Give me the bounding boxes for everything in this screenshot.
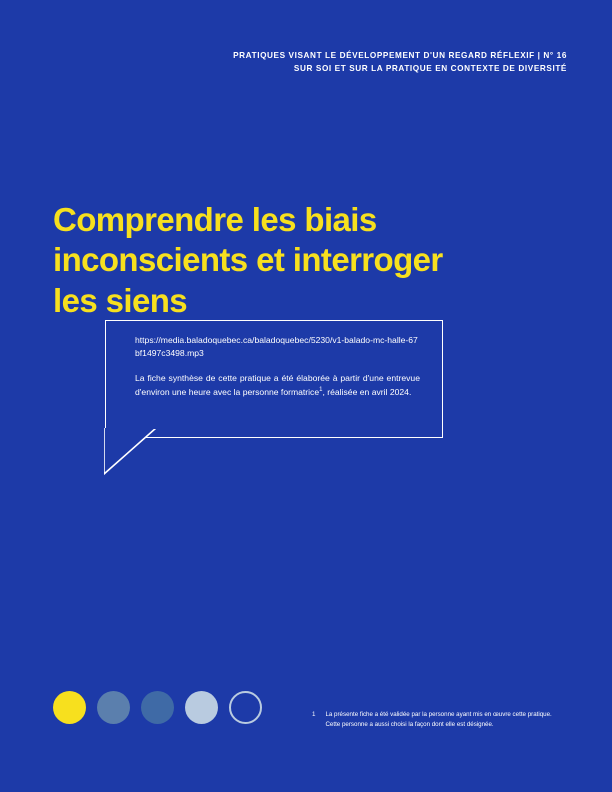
page-title-line-3: les siens	[53, 281, 188, 319]
dot-dark-blue	[141, 691, 174, 724]
dot-mid-blue	[97, 691, 130, 724]
bubble-paragraph	[135, 372, 420, 400]
audio-url[interactable]: https://media.baladoquebec.ca/baladoquebec/5230/v1-balado-mc-halle-67bf1497c3498.mp3	[135, 335, 418, 358]
footnote-marker: 1	[312, 710, 316, 718]
speech-bubble	[105, 320, 445, 470]
dot-yellow	[53, 691, 86, 724]
document-header	[147, 50, 567, 75]
footnote	[312, 710, 567, 730]
page-title-line-2: inconscients et interroger	[53, 241, 443, 279]
header-line-2: SUR SOI ET SUR LA PRATIQUE EN CONTEXTE DE DIVERSITÉ	[293, 63, 567, 73]
bubble-paragraph-part-2: , réalisée en avril 2024.	[322, 386, 412, 397]
bubble-paragraph-part-1: La fiche synthèse de cette pratique a été élaborée à partir d'une entrevue d'environ une heure avec la personne formatrice	[135, 372, 420, 397]
footnote-text: La présente fiche a été validée par la personne ayant mis en œuvre cette pratique. Cette personne a aussi choisi la façon dont elle est désignée.	[325, 710, 552, 728]
dot-light-blue	[185, 691, 218, 724]
decorative-dots	[53, 691, 262, 724]
footnote-reference[interactable]: 1	[319, 386, 323, 393]
page-title-line-1: Comprendre les biais	[53, 201, 377, 239]
header-line-1: PRATIQUES VISANT LE DÉVELOPPEMENT D'UN REGARD RÉFLEXIF | N° 16	[233, 51, 567, 60]
speech-bubble-content	[135, 334, 420, 400]
dot-outline	[229, 691, 262, 724]
page-title	[53, 200, 533, 321]
speech-bubble-tail-icon	[104, 428, 224, 476]
